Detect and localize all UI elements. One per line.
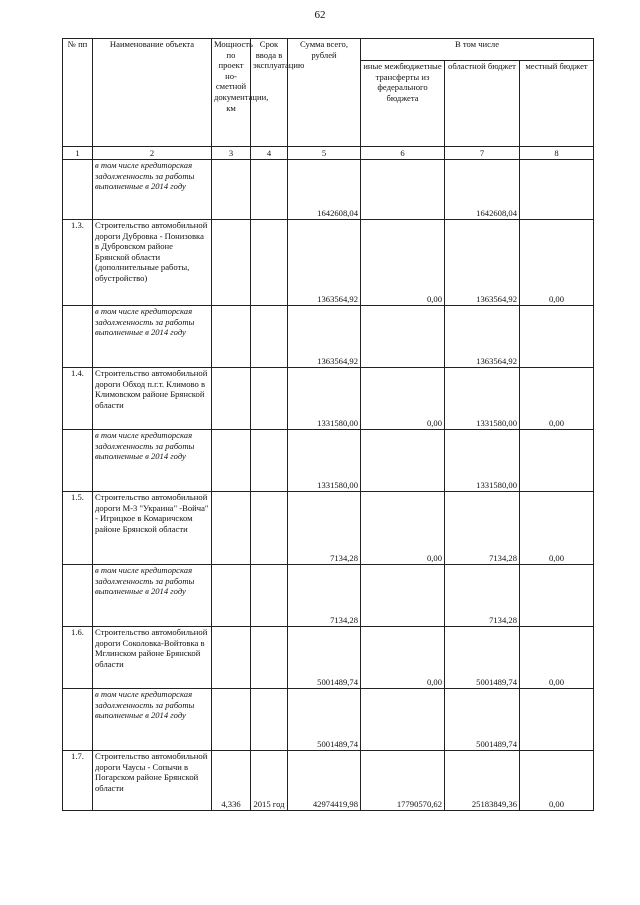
federal-transfers-value	[361, 160, 445, 220]
federal-transfers-value: 0,00	[361, 368, 445, 430]
table-row	[63, 565, 594, 627]
column-number: 7	[445, 147, 520, 160]
total-sum: 7134,28	[288, 492, 361, 565]
local-budget-value: 0,00	[520, 368, 594, 430]
regional-budget-value: 1331580,00	[445, 368, 520, 430]
total-sum: 1363564,92	[288, 306, 361, 368]
federal-transfers-value: 0,00	[361, 220, 445, 306]
column-number: 5	[288, 147, 361, 160]
header-name: Наименование объекта	[93, 39, 212, 147]
term-value	[251, 689, 288, 751]
federal-transfers-value: 0,00	[361, 492, 445, 565]
local-budget-value	[520, 430, 594, 492]
power-value	[212, 368, 251, 430]
total-sum: 1331580,00	[288, 430, 361, 492]
local-budget-value	[520, 689, 594, 751]
row-number: 1.4.	[63, 368, 93, 430]
power-value	[212, 689, 251, 751]
table-body	[63, 147, 594, 811]
table-row	[63, 220, 594, 306]
row-number: 1.3.	[63, 220, 93, 306]
federal-transfers-value	[361, 306, 445, 368]
term-value	[251, 627, 288, 689]
power-value	[212, 492, 251, 565]
column-number: 2	[93, 147, 212, 160]
total-sum: 42974419,98	[288, 751, 361, 811]
local-budget-value: 0,00	[520, 492, 594, 565]
term-value: 2015 год	[251, 751, 288, 811]
regional-budget-value: 1363564,92	[445, 306, 520, 368]
power-value: 4,336	[212, 751, 251, 811]
row-number	[63, 306, 93, 368]
row-number	[63, 689, 93, 751]
regional-budget-value: 1331580,00	[445, 430, 520, 492]
object-name: Строительство автомобильной дороги Дубровка - Понизовка в Дубровском районе Брянской области (дополнительные работы, обустройство)	[93, 220, 212, 306]
power-value	[212, 565, 251, 627]
regional-budget-value: 25183849,36	[445, 751, 520, 811]
term-value	[251, 220, 288, 306]
federal-transfers-value	[361, 689, 445, 751]
header-local: местный бюджет	[520, 61, 594, 147]
total-sum: 7134,28	[288, 565, 361, 627]
power-value	[212, 627, 251, 689]
row-subnote: в том числе кредиторская задолженность за работы выполненные в 2014 году	[93, 306, 212, 368]
row-number: 1.5.	[63, 492, 93, 565]
term-value	[251, 430, 288, 492]
table-row	[63, 430, 594, 492]
local-budget-value	[520, 160, 594, 220]
budget-table	[62, 38, 594, 811]
table-row	[63, 306, 594, 368]
column-number: 8	[520, 147, 594, 160]
regional-budget-value: 1363564,92	[445, 220, 520, 306]
federal-transfers-value	[361, 565, 445, 627]
row-number: 1.6.	[63, 627, 93, 689]
header-including: В том числе	[361, 39, 594, 61]
regional-budget-value: 7134,28	[445, 565, 520, 627]
row-number	[63, 565, 93, 627]
table-row	[63, 160, 594, 220]
total-sum: 1642608,04	[288, 160, 361, 220]
local-budget-value	[520, 306, 594, 368]
row-number	[63, 430, 93, 492]
header-sum: Сумма всего, рублей	[288, 39, 361, 147]
row-number	[63, 160, 93, 220]
term-value	[251, 160, 288, 220]
table-row	[63, 751, 594, 811]
header-no: № пп	[63, 39, 93, 147]
object-name: Строительство автомобильной дороги Обход п.г.т. Климово в Климовском районе Брянской области	[93, 368, 212, 430]
term-value	[251, 306, 288, 368]
header-other-transfers: иные межбюджетные трансферты из федерального бюджета	[361, 61, 445, 147]
federal-transfers-value	[361, 430, 445, 492]
local-budget-value: 0,00	[520, 751, 594, 811]
total-sum: 5001489,74	[288, 689, 361, 751]
total-sum: 1331580,00	[288, 368, 361, 430]
header-power: Мощность по проект но-сметной документации, км	[212, 39, 251, 147]
regional-budget-value: 7134,28	[445, 492, 520, 565]
row-number: 1.7.	[63, 751, 93, 811]
column-number: 1	[63, 147, 93, 160]
table-row	[63, 689, 594, 751]
object-name: Строительство автомобильной дороги Чаусы - Сопычи в Погарском районе Брянской области	[93, 751, 212, 811]
term-value	[251, 492, 288, 565]
power-value	[212, 306, 251, 368]
power-value	[212, 160, 251, 220]
power-value	[212, 430, 251, 492]
column-number: 6	[361, 147, 445, 160]
regional-budget-value: 5001489,74	[445, 627, 520, 689]
column-number: 3	[212, 147, 251, 160]
local-budget-value	[520, 565, 594, 627]
power-value	[212, 220, 251, 306]
table-row	[63, 492, 594, 565]
term-value	[251, 368, 288, 430]
page-number: 62	[314, 9, 326, 21]
row-subnote: в том числе кредиторская задолженность за работы выполненные в 2014 году	[93, 430, 212, 492]
local-budget-value: 0,00	[520, 220, 594, 306]
column-number-row	[63, 147, 594, 160]
regional-budget-value: 1642608,04	[445, 160, 520, 220]
row-subnote: в том числе кредиторская задолженность за работы выполненные в 2014 году	[93, 689, 212, 751]
federal-transfers-value: 0,00	[361, 627, 445, 689]
column-number: 4	[251, 147, 288, 160]
object-name: Строительство автомобильной дороги Соколовка-Войтовка в Мглинском районе Брянской области	[93, 627, 212, 689]
federal-transfers-value: 17790570,62	[361, 751, 445, 811]
object-name: Строительство автомобильной дороги М-3 "Украина" -Войча" - Игрицкое в Комаричском районе Брянской области	[93, 492, 212, 565]
regional-budget-value: 5001489,74	[445, 689, 520, 751]
total-sum: 5001489,74	[288, 627, 361, 689]
table-row	[63, 368, 594, 430]
row-subnote: в том числе кредиторская задолженность за работы выполненные в 2014 году	[93, 565, 212, 627]
term-value	[251, 565, 288, 627]
table-row	[63, 627, 594, 689]
header-term: Срок ввода в эксплуатацию	[251, 39, 288, 147]
total-sum: 1363564,92	[288, 220, 361, 306]
header-regional: областной бюджет	[445, 61, 520, 147]
row-subnote: в том числе кредиторская задолженность за работы выполненные в 2014 году	[93, 160, 212, 220]
local-budget-value: 0,00	[520, 627, 594, 689]
